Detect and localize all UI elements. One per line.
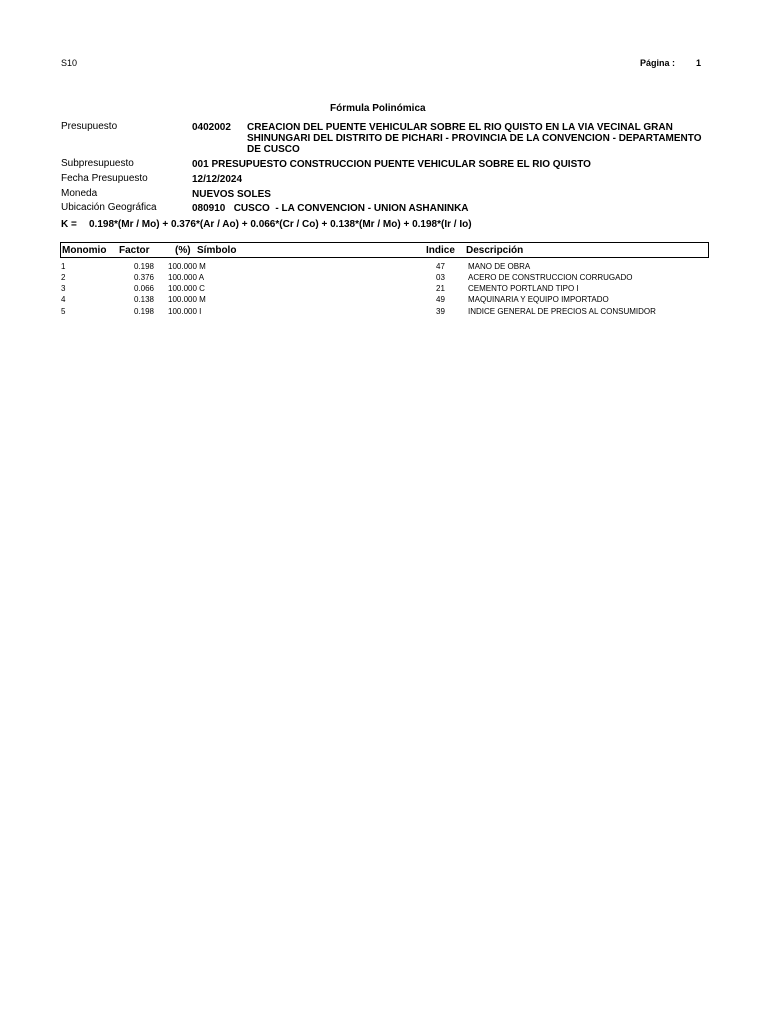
cell-factor: 0.376 [133,273,154,282]
presupuesto-code: 0402002 [192,122,231,133]
cell-indice: 47 [436,262,445,271]
cell-factor: 0.198 [133,262,154,271]
ubicacion-value: 080910 CUSCO - LA CONVENCION - UNION ASHANINKA [192,203,469,214]
table-row [0,262,768,273]
cell-descripcion: MANO DE OBRA [468,262,531,271]
table-row [0,295,768,306]
table-row [0,284,768,295]
cell-descripcion: INDICE GENERAL DE PRECIOS AL CONSUMIDOR [468,307,656,316]
formula-label: K = [61,219,77,230]
cell-pct-symbol: 100.000 M [168,262,206,271]
subpresupuesto-label: Subpresupuesto [61,158,134,169]
subpresupuesto-value: 001 PRESUPUESTO CONSTRUCCION PUENTE VEHICULAR SOBRE EL RIO QUISTO [192,159,591,170]
cell-monomio: 5 [61,307,66,316]
cell-factor: 0.138 [133,295,154,304]
col-header-indice: Indice [426,245,455,256]
cell-monomio: 2 [61,273,66,282]
col-header-simbolo: Símbolo [197,245,237,256]
fecha-value: 12/12/2024 [192,174,243,185]
col-header-descripcion: Descripción [466,245,524,256]
cell-pct-symbol: 100.000 I [168,307,202,316]
table-row [0,273,768,284]
cell-indice: 39 [436,307,445,316]
system-name: S10 [61,58,78,68]
cell-pct-symbol: 100.000 M [168,295,206,304]
cell-monomio: 4 [61,295,66,304]
cell-factor: 0.066 [133,284,154,293]
cell-indice: 49 [436,295,445,304]
presupuesto-description: CREACION DEL PUENTE VEHICULAR SOBRE EL RIO QUISTO EN LA VIA VECINAL GRAN SHINUNGARI DEL DISTRITO DE PICHARI - PROVINCIA DE LA CONVENCION - DEPARTAMENTO DE CUSCO [247,122,702,155]
page-label: Página : [640,58,676,68]
cell-factor: 0.198 [133,307,154,316]
cell-monomio: 3 [61,284,66,293]
cell-indice: 21 [436,284,445,293]
presupuesto-label: Presupuesto [61,121,118,132]
moneda-value: NUEVOS SOLES [192,189,271,200]
col-header-monomio: Monomio [62,245,107,256]
page-number: 1 [696,58,702,68]
moneda-label: Moneda [61,188,98,199]
cell-pct-symbol: 100.000 C [168,284,205,293]
ubicacion-label: Ubicación Geográfica [61,202,157,213]
cell-descripcion: ACERO DE CONSTRUCCION CORRUGADO [468,273,633,282]
col-header-pct: (%) [175,245,191,256]
table-header-box [60,242,709,258]
col-header-factor: Factor [119,245,150,256]
cell-monomio: 1 [61,262,66,271]
cell-descripcion: CEMENTO PORTLAND TIPO I [468,284,579,293]
fecha-label: Fecha Presupuesto [61,173,148,184]
cell-indice: 03 [436,273,445,282]
cell-pct-symbol: 100.000 A [168,273,205,282]
cell-descripcion: MAQUINARIA Y EQUIPO IMPORTADO [468,295,609,304]
document-title: Fórmula Polinómica [330,103,426,114]
table-row [0,307,768,318]
formula-expression: 0.198*(Mr / Mo) + 0.376*(Ar / Ao) + 0.066*(Cr / Co) + 0.138*(Mr / Mo) + 0.198*(Ir / Io) [89,219,472,230]
